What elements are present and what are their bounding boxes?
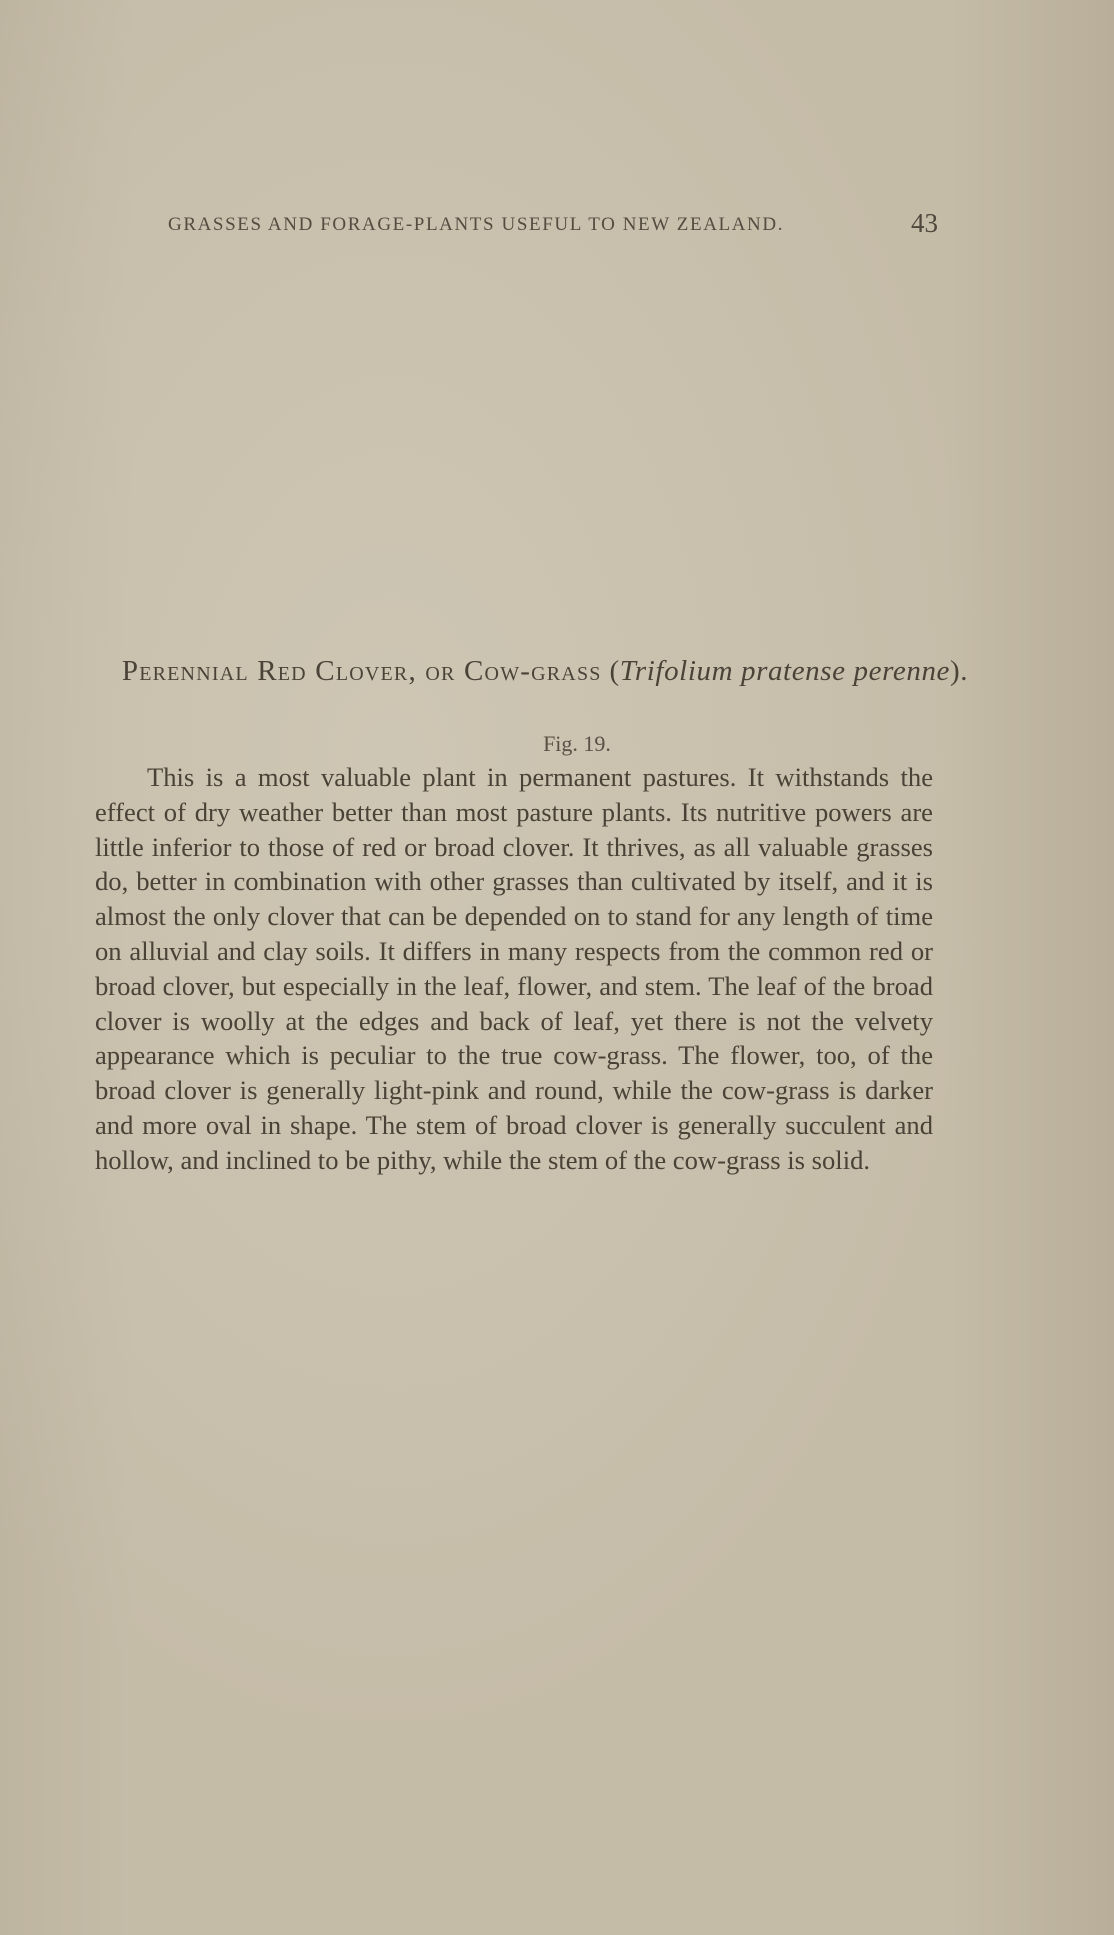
body-paragraph: This is a most valuable plant in permanent pastures. It withstands the effect of dry weather better than most pasture plants. Its nutritive powers are little inferior to those of red or broad clover. It thrives, as all valuable grasses do, better in combination with other grasses than cultivated by itself, and it is almost the only clover that can be depended on to stand for any length of time on alluvial and clay soils. It differs in many respects from the common red or broad clover, but especially in the leaf, flower, and stem. The leaf of the broad clover is woolly at the edges and back of leaf, yet there is not the velvety appearance which is peculiar to the true cow-grass. The flower, too, of the broad clover is generally light-pink and round, while the cow-grass is darker and more oval in shape. The stem of broad clover is generally succulent and hollow, and inclined to be pithy, while the stem of the cow-grass is solid. — [95, 762, 933, 1175]
heading-close-paren: ). — [950, 655, 969, 687]
page-number: 43 — [911, 208, 938, 238]
heading-open-paren: ( — [609, 655, 620, 687]
running-head — [168, 208, 938, 244]
running-title: GRASSES AND FORAGE-PLANTS USEFUL TO NEW ZEALAND. — [168, 214, 785, 235]
figure-label: Fig. 19. — [543, 731, 611, 756]
heading-common-name: Perennial Red Clover, or Cow-grass — [121, 655, 602, 687]
section-heading — [120, 652, 970, 690]
heading-latin-name: Trifolium pratense perenne — [619, 655, 951, 687]
